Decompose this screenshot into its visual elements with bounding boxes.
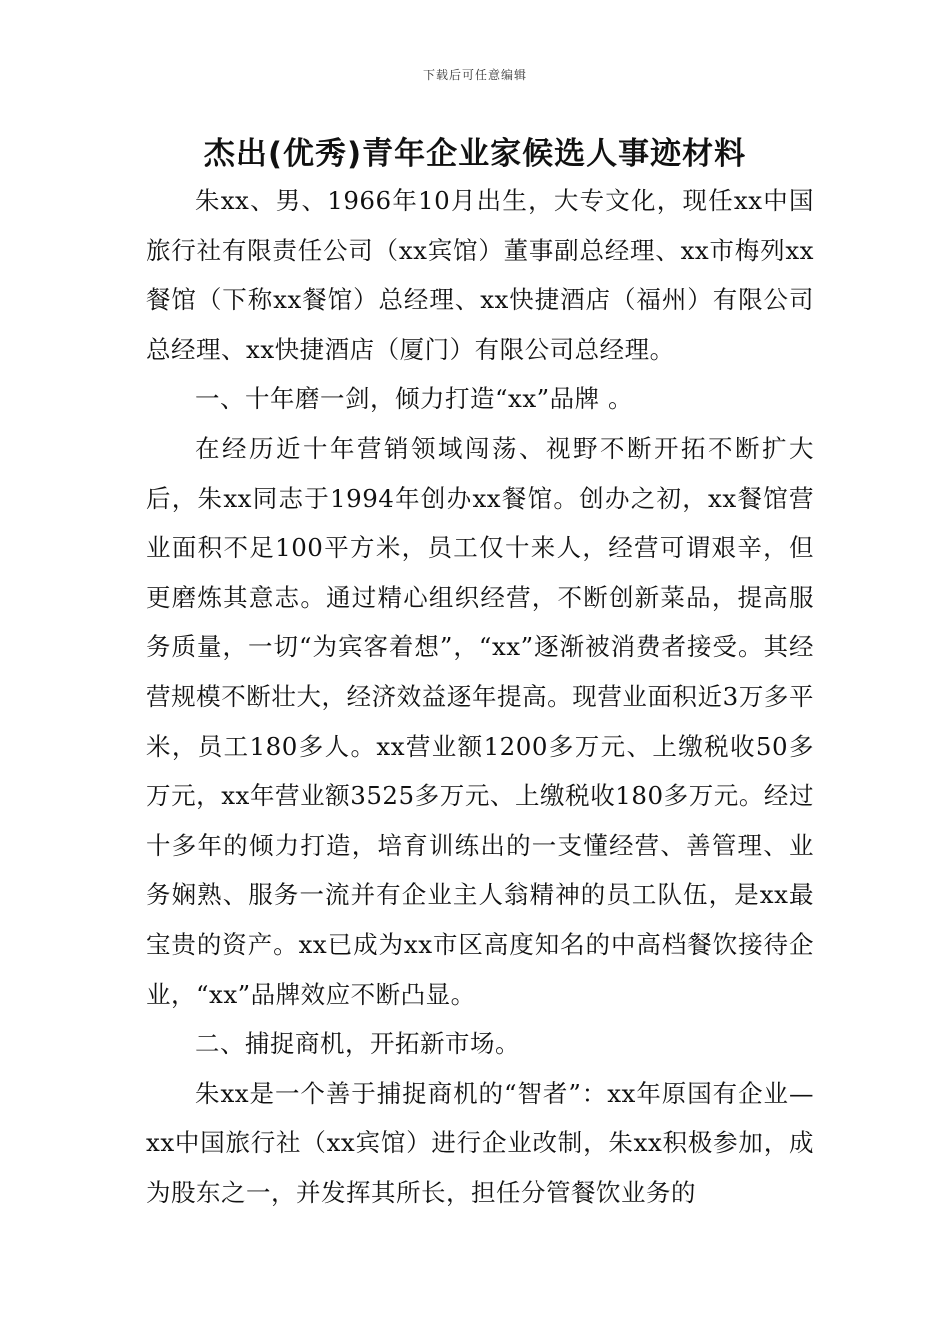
paragraph-section-2: 朱xx是一个善于捕捉商机的“智者”：xx年原国有企业—xx中国旅行社（xx宾馆）进行企业改制，朱xx积极参加，成为股东之一，并发挥其所长，担任分管餐饮业务的 [146, 1078, 814, 1207]
paragraph-section-1: 在经历近十年营销领域闯荡、视野不断开拓不断扩大后，朱xx同志于1994年创办xx餐馆。创办之初，xx餐馆营业面积不足100平方米，员工仅十来人，经营可谓艰辛，但更磨炼其意志。通过精心组织经营，不断创新菜品，提高服务质量，一切“为宾客着想”，“xx”逐渐被消费者接受。其经营规模不断壮大，经济效益逐年提高。现营业面积近3万多平米，员工180多人。xx营业额1200多万元、上缴税收50多万元，xx年营业额3525多万元、上缴税收180多万元。经过十多年的倾力打造，培育训练出的一支懂经营、善管理、业务娴熟、服务一流并有企业主人翁精神的员工队伍，是xx最宝贵的资产。xx已成为xx市区高度知名的中高档餐饮接待企业，“xx”品牌效应不断凸显。 [146, 433, 814, 1009]
section-heading-1: 一、十年磨一剑，倾力打造“xx”品牌 。 [195, 384, 633, 414]
document-body [146, 176, 814, 1217]
document-title: 杰出(优秀)青年企业家候选人事迹材料 [203, 136, 747, 172]
paragraph-intro: 朱xx、男、1966年10月出生，大专文化，现任xx中国旅行社有限责任公司（xx宾馆）董事副总经理、xx市梅列xx餐馆（下称xx餐馆）总经理、xx快捷酒店（福州）有限公司总经理、xx快捷酒店（厦门）有限公司总经理。 [146, 186, 814, 364]
section-heading-2: 二、捕捉商机，开拓新市场。 [195, 1029, 520, 1059]
header-note: 下载后可任意编辑 [422, 68, 527, 82]
